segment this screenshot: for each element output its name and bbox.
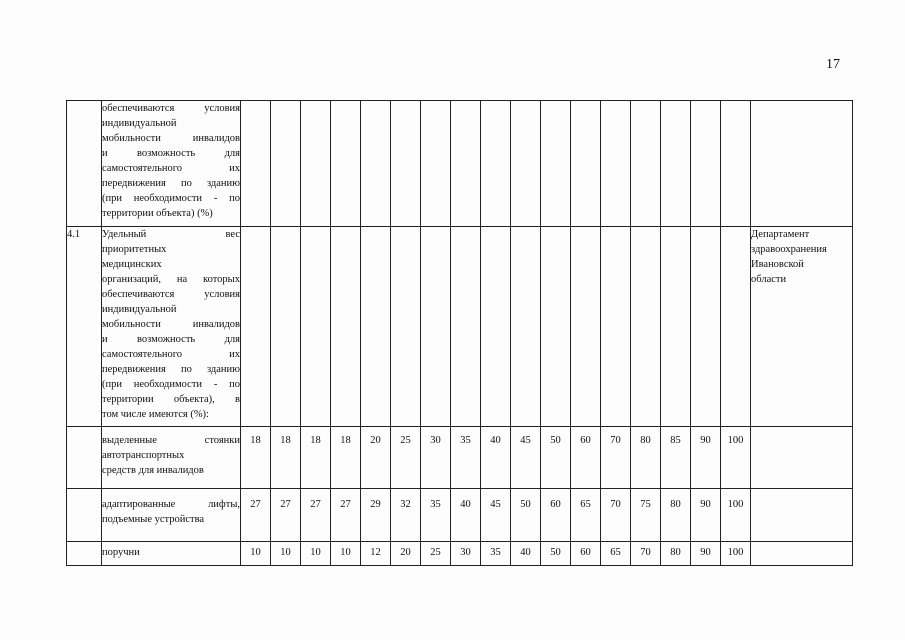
responsible-line: области — [751, 274, 787, 285]
value-cell: 27 — [271, 489, 301, 542]
row-number-cell: 4.1 — [67, 227, 102, 427]
responsible-cell — [751, 101, 853, 227]
value-cell: 20 — [361, 427, 391, 489]
responsible-line: Ивановской — [751, 259, 804, 270]
value-cell: 27 — [331, 489, 361, 542]
value-cell — [571, 227, 601, 427]
description-line: автотранспортных — [102, 450, 185, 461]
table-row — [67, 489, 853, 542]
description-line: поручни — [102, 547, 140, 558]
description-line: обеспечиваются условия — [102, 103, 240, 114]
description-line: индивидуальной — [102, 118, 177, 129]
table-body — [67, 101, 853, 566]
value-cell: 27 — [301, 489, 331, 542]
value-cell: 85 — [661, 427, 691, 489]
description-line: передвижения по зданию — [102, 178, 240, 189]
responsible-line: здравоохранения — [751, 244, 827, 255]
value-cell — [451, 227, 481, 427]
value-cell: 12 — [361, 542, 391, 566]
indicator-table — [66, 100, 853, 566]
responsible-cell — [751, 489, 853, 542]
value-cell: 80 — [631, 427, 661, 489]
value-cell — [241, 227, 271, 427]
value-cell — [691, 101, 721, 227]
value-cell: 40 — [481, 427, 511, 489]
value-cell — [571, 101, 601, 227]
responsible-cell — [751, 427, 853, 489]
value-cell: 10 — [271, 542, 301, 566]
description-line: мобильности инвалидов — [102, 319, 240, 330]
value-cell — [391, 227, 421, 427]
description-line: Удельный вес — [102, 229, 240, 240]
description-line: том числе имеются (%): — [102, 409, 209, 420]
value-cell: 70 — [631, 542, 661, 566]
value-cell: 27 — [241, 489, 271, 542]
description-line: обеспечиваются условия — [102, 289, 240, 300]
value-cell: 80 — [661, 542, 691, 566]
value-cell: 100 — [721, 427, 751, 489]
value-cell — [271, 101, 301, 227]
table-row — [67, 542, 853, 566]
responsible-cell — [751, 542, 853, 566]
row-number-cell — [67, 489, 102, 542]
value-cell: 10 — [301, 542, 331, 566]
value-cell: 80 — [661, 489, 691, 542]
value-cell — [511, 227, 541, 427]
value-cell — [601, 227, 631, 427]
value-cell — [301, 101, 331, 227]
value-cell: 70 — [601, 489, 631, 542]
indicator-description — [102, 489, 241, 542]
value-cell — [631, 101, 661, 227]
value-cell — [661, 101, 691, 227]
description-line: выделенные стоянки — [102, 435, 240, 446]
value-cell: 40 — [511, 542, 541, 566]
value-cell: 18 — [241, 427, 271, 489]
value-cell — [601, 101, 631, 227]
value-cell: 100 — [721, 489, 751, 542]
description-line: (при необходимости - по — [102, 193, 240, 204]
value-cell: 100 — [721, 542, 751, 566]
description-line: территории объекта), в — [102, 394, 240, 405]
value-cell: 10 — [331, 542, 361, 566]
value-cell: 90 — [691, 427, 721, 489]
indicator-description — [102, 427, 241, 489]
description-line: организаций, на которых — [102, 274, 240, 285]
value-cell: 25 — [421, 542, 451, 566]
value-cell: 90 — [691, 489, 721, 542]
value-cell: 50 — [541, 427, 571, 489]
value-cell — [541, 227, 571, 427]
value-cell — [721, 101, 751, 227]
value-cell — [691, 227, 721, 427]
value-cell — [541, 101, 571, 227]
description-line: адаптированные лифты, — [102, 499, 240, 510]
value-cell — [421, 101, 451, 227]
description-line: и возможность для — [102, 334, 240, 345]
indicator-description — [102, 101, 241, 227]
value-cell: 25 — [391, 427, 421, 489]
value-cell: 18 — [331, 427, 361, 489]
description-line: подъемные устройства — [102, 514, 205, 525]
value-cell: 60 — [571, 542, 601, 566]
description-line: индивидуальной — [102, 304, 177, 315]
value-cell — [451, 101, 481, 227]
value-cell: 60 — [571, 427, 601, 489]
value-cell: 35 — [481, 542, 511, 566]
value-cell: 32 — [391, 489, 421, 542]
value-cell — [721, 227, 751, 427]
value-cell — [271, 227, 301, 427]
responsible-line: Департамент — [751, 229, 810, 240]
indicator-description — [102, 227, 241, 427]
description-line: мобильности инвалидов — [102, 133, 240, 144]
table-row — [67, 101, 853, 227]
value-cell: 50 — [511, 489, 541, 542]
value-cell — [421, 227, 451, 427]
description-line: самостоятельного их — [102, 163, 240, 174]
value-cell — [241, 101, 271, 227]
value-cell: 65 — [601, 542, 631, 566]
value-cell: 60 — [541, 489, 571, 542]
description-line: и возможность для — [102, 148, 240, 159]
value-cell: 20 — [391, 542, 421, 566]
value-cell: 35 — [451, 427, 481, 489]
value-cell: 45 — [511, 427, 541, 489]
value-cell: 29 — [361, 489, 391, 542]
value-cell: 35 — [421, 489, 451, 542]
value-cell — [481, 101, 511, 227]
value-cell: 45 — [481, 489, 511, 542]
description-line: медицинских — [102, 259, 162, 270]
value-cell: 30 — [451, 542, 481, 566]
value-cell: 70 — [601, 427, 631, 489]
value-cell — [481, 227, 511, 427]
indicator-description — [102, 542, 241, 566]
description-line: (при необходимости - по — [102, 379, 240, 390]
value-cell: 75 — [631, 489, 661, 542]
value-cell — [301, 227, 331, 427]
description-line: средств для инвалидов — [102, 465, 204, 476]
value-cell: 40 — [451, 489, 481, 542]
description-line: самостоятельного их — [102, 349, 240, 360]
value-cell — [631, 227, 661, 427]
value-cell — [361, 227, 391, 427]
value-cell: 30 — [421, 427, 451, 489]
value-cell — [511, 101, 541, 227]
value-cell: 50 — [541, 542, 571, 566]
value-cell: 18 — [271, 427, 301, 489]
value-cell — [391, 101, 421, 227]
value-cell: 65 — [571, 489, 601, 542]
page-number: 17 — [826, 57, 840, 72]
value-cell: 10 — [241, 542, 271, 566]
value-cell — [331, 101, 361, 227]
table-row — [67, 227, 853, 427]
value-cell: 90 — [691, 542, 721, 566]
description-line: передвижения по зданию — [102, 364, 240, 375]
value-cell: 18 — [301, 427, 331, 489]
description-line: приоритетных — [102, 244, 167, 255]
row-number-cell — [67, 427, 102, 489]
description-line: территории объекта) (%) — [102, 208, 213, 219]
row-number-cell — [67, 101, 102, 227]
table-row — [67, 427, 853, 489]
row-number-cell — [67, 542, 102, 566]
value-cell — [361, 101, 391, 227]
responsible-cell — [751, 227, 853, 427]
value-cell — [661, 227, 691, 427]
value-cell — [331, 227, 361, 427]
